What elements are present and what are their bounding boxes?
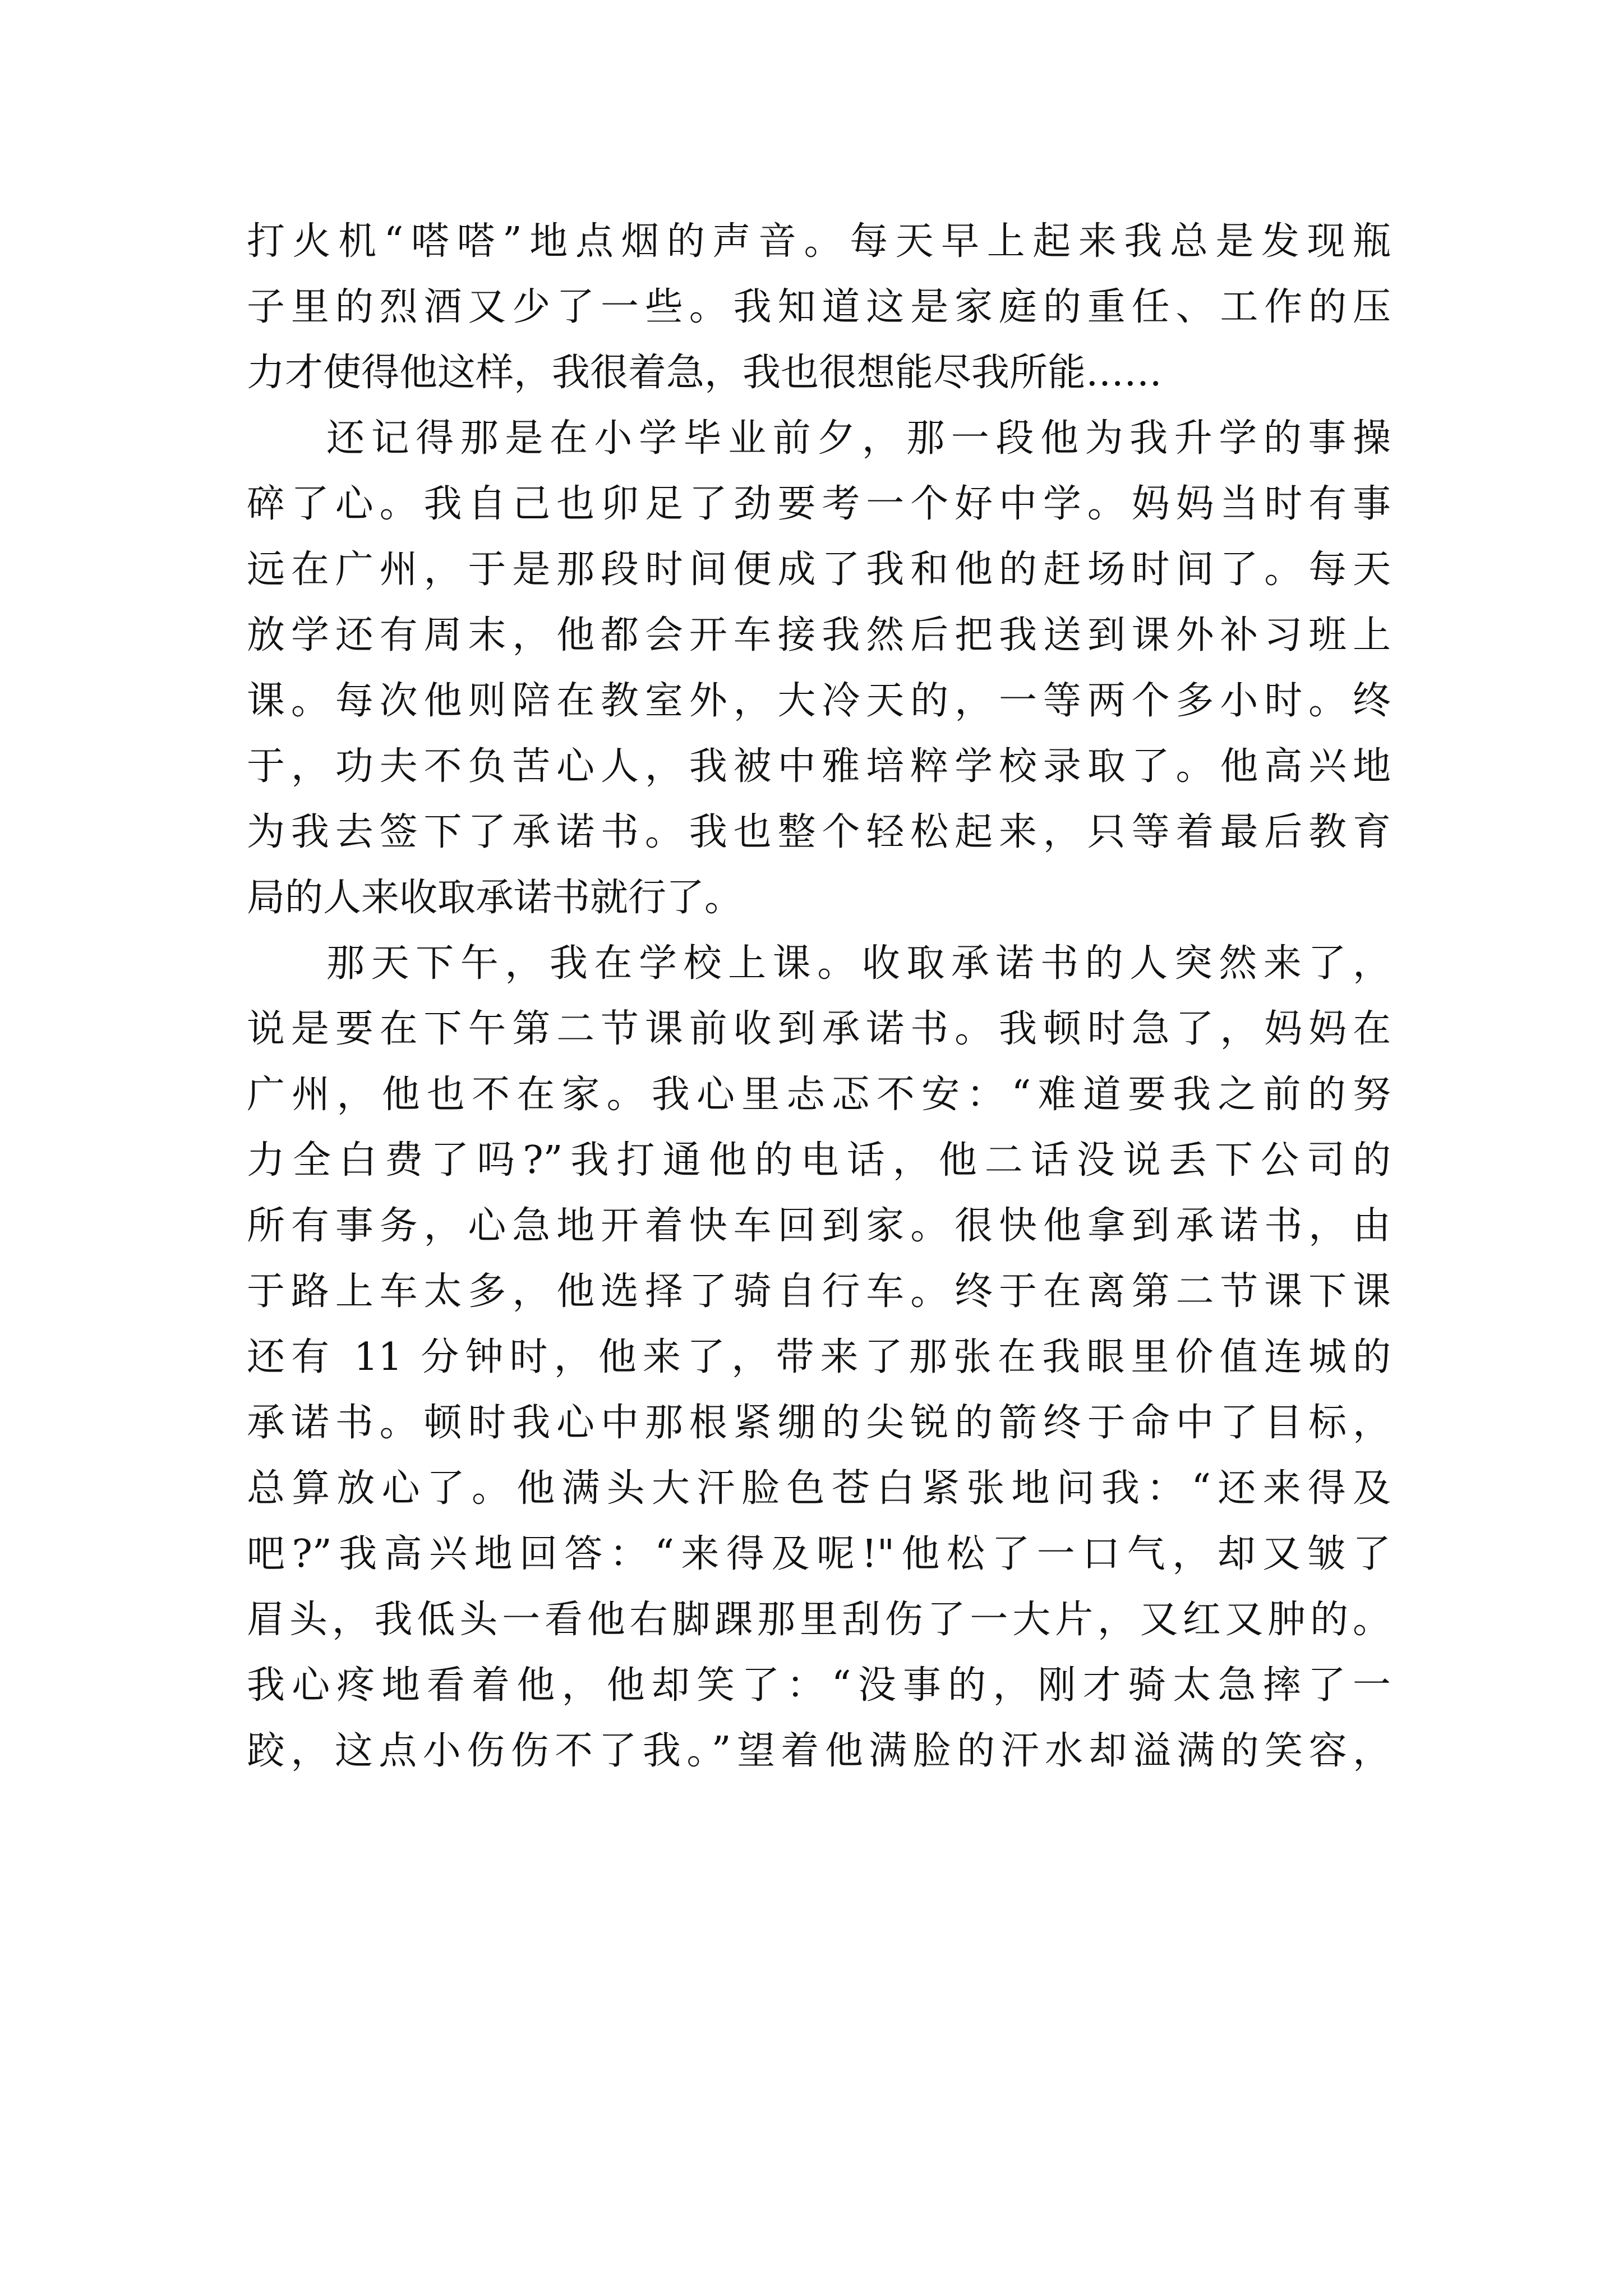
text-line: 总算放心了。他满头大汗脸色苍白紧张地问我：“还来得及 [247, 1466, 1391, 1511]
text-line: 还有 11 分钟时，他来了，带来了那张在我眼里价值连城的 [247, 1335, 1391, 1379]
text-line: 于路上车太多，他选择了骑自行车。终于在离第二节课下课 [247, 1269, 1391, 1314]
text-line: 碎了心。我自己也卯足了劲要考一个好中学。妈妈当时有事 [247, 482, 1391, 526]
text-line: 承诺书。顿时我心中那根紧绷的尖锐的箭终于命中了目标， [247, 1401, 1391, 1445]
text-line: 局的人来收取承诺书就行了。 [247, 876, 743, 920]
essay-body [247, 209, 1391, 1784]
text-line: 子里的烈酒又少了一些。我知道这是家庭的重任、工作的压 [247, 285, 1391, 329]
paragraph-first-line: 那天下午，我在学校上课。收取承诺书的人突然来了， [326, 941, 1391, 986]
text-line: 吧?”我高兴地回答：“来得及呢!"他松了一口气，却又皱了 [247, 1532, 1391, 1576]
text-line: 广州，他也不在家。我心里忐忑不安：“难道要我之前的努 [247, 1073, 1391, 1117]
text-line: 说是要在下午第二节课前收到承诺书。我顿时急了，妈妈在 [247, 1007, 1391, 1051]
paragraph-first-line: 还记得那是在小学毕业前夕，那一段他为我升学的事操 [326, 416, 1391, 461]
text-line: 远在广州，于是那段时间便成了我和他的赶场时间了。每天 [247, 547, 1391, 592]
text-line: 跤，这点小伤伤不了我。”望着他满脸的汗水却溢满的笑容， [247, 1729, 1391, 1773]
text-line: 放学还有周末，他都会开车接我然后把我送到课外补习班上 [247, 613, 1391, 657]
text-line: 力才使得他这样，我很着急，我也很想能尽我所能…… [247, 351, 1163, 395]
text-line: 力全白费了吗?”我打通他的电话，他二话没说丢下公司的 [247, 1138, 1391, 1182]
text-line: 我心疼地看着他，他却笑了：“没事的，刚才骑太急摔了一 [247, 1663, 1391, 1708]
text-line: 打火机“嗒嗒”地点烟的声音。每天早上起来我总是发现瓶 [247, 219, 1391, 264]
text-line: 为我去签下了承诺书。我也整个轻松起来，只等着最后教育 [247, 810, 1391, 854]
text-line: 于，功夫不负苦心人，我被中雅培粹学校录取了。他高兴地 [247, 744, 1391, 789]
text-line: 眉头，我低头一看他右脚踝那里刮伤了一大片，又红又肿的。 [247, 1598, 1391, 1642]
text-line: 课。每次他则陪在教室外，大冷天的，一等两个多小时。终 [247, 679, 1391, 723]
text-line: 所有事务，心急地开着快车回到家。很快他拿到承诺书，由 [247, 1204, 1391, 1248]
